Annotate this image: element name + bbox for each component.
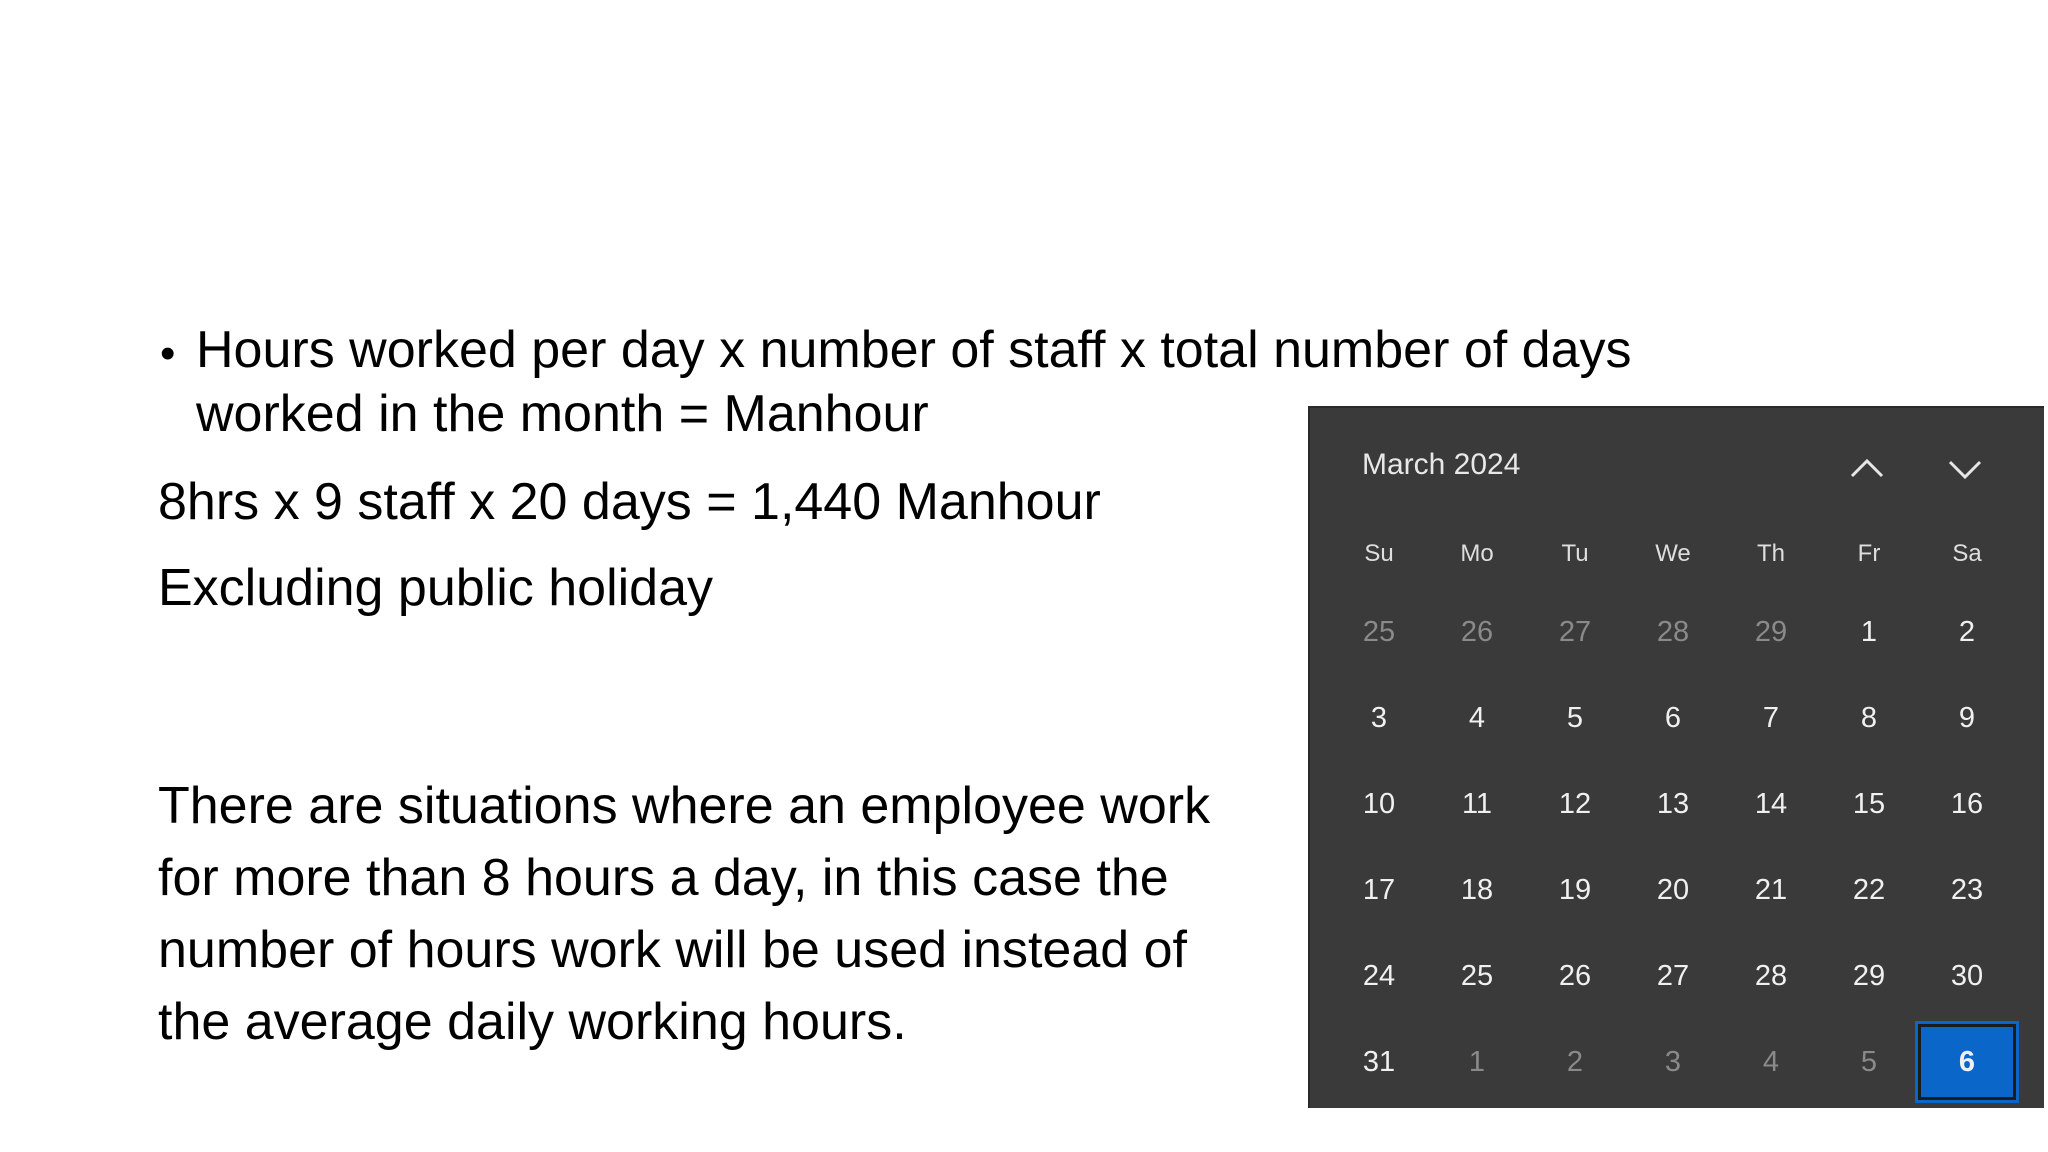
weekday-label: Mo: [1460, 540, 1494, 567]
week-row: [1310, 774, 2046, 834]
day-cell[interactable]: 31: [1362, 1046, 1396, 1078]
day-cell[interactable]: 27: [1656, 960, 1690, 992]
day-cell-today[interactable]: 6: [1918, 1024, 2016, 1100]
day-cell[interactable]: 3: [1370, 702, 1388, 734]
weekday-label: Sa: [1952, 540, 1982, 567]
day-cell[interactable]: 11: [1461, 788, 1493, 820]
day-cell[interactable]: 6: [1664, 702, 1682, 734]
day-cell[interactable]: 25: [1362, 616, 1396, 648]
day-cell[interactable]: 23: [1950, 874, 1984, 906]
day-cell[interactable]: 21: [1754, 874, 1788, 906]
paragraph-line-3: number of hours work will be used instead of: [158, 921, 1187, 979]
day-cell[interactable]: 26: [1558, 960, 1592, 992]
previous-month-button[interactable]: [1844, 446, 1890, 492]
day-cell[interactable]: 13: [1656, 788, 1690, 820]
day-cell[interactable]: 7: [1762, 702, 1780, 734]
next-month-button[interactable]: [1942, 446, 1988, 492]
day-cell[interactable]: 2: [1566, 1046, 1584, 1078]
weekday-label: Fr: [1857, 540, 1881, 567]
week-row: [1310, 602, 2046, 662]
holiday-note: Excluding public holiday: [158, 559, 714, 617]
paragraph-line-1: There are situations where an employee work: [158, 777, 1211, 835]
day-cell[interactable]: 18: [1460, 874, 1494, 906]
day-cell[interactable]: 25: [1460, 960, 1494, 992]
day-cell[interactable]: 5: [1566, 702, 1584, 734]
day-cell[interactable]: 29: [1852, 960, 1886, 992]
weekday-label: Th: [1756, 540, 1785, 567]
day-cell[interactable]: 19: [1558, 874, 1592, 906]
day-cell[interactable]: 20: [1656, 874, 1690, 906]
day-cell[interactable]: 1: [1468, 1046, 1486, 1078]
weekday-label: Su: [1364, 540, 1394, 567]
day-cell[interactable]: 30: [1950, 960, 1984, 992]
bullet-icon: •: [160, 329, 176, 378]
day-cell[interactable]: 22: [1852, 874, 1886, 906]
day-cell[interactable]: 27: [1558, 616, 1592, 648]
day-cell[interactable]: 10: [1362, 788, 1396, 820]
day-cell[interactable]: 24: [1362, 960, 1396, 992]
day-cell[interactable]: 17: [1362, 874, 1396, 906]
paragraph-line-2: for more than 8 hours a day, in this case the: [158, 849, 1169, 907]
weekday-label: Tu: [1561, 540, 1589, 567]
weekday-label: We: [1655, 540, 1691, 567]
day-cell[interactable]: 2: [1958, 616, 1976, 648]
bullet-line-2: worked in the month = Manhour: [196, 385, 929, 443]
day-cell[interactable]: 4: [1468, 702, 1486, 734]
week-row: [1310, 1032, 2046, 1092]
chevron-up-icon: [1844, 446, 1890, 492]
bullet-line-1: Hours worked per day x number of staff x total number of days: [196, 321, 1632, 379]
day-cell[interactable]: 26: [1460, 616, 1494, 648]
week-row: [1310, 946, 2046, 1006]
day-cell[interactable]: 1: [1860, 616, 1878, 648]
day-cell[interactable]: 29: [1754, 616, 1788, 648]
week-row: [1310, 688, 2046, 748]
day-cell[interactable]: 5: [1860, 1046, 1878, 1078]
chevron-down-icon: [1942, 446, 1988, 492]
paragraph-line-4: the average daily working hours.: [158, 993, 907, 1051]
weekday-header-row: [1310, 524, 2046, 584]
day-cell[interactable]: 9: [1958, 702, 1976, 734]
month-label[interactable]: March 2024: [1362, 448, 1521, 481]
day-cell[interactable]: 8: [1860, 702, 1878, 734]
day-cell[interactable]: 15: [1852, 788, 1886, 820]
day-cell[interactable]: 28: [1656, 616, 1690, 648]
week-row: [1310, 860, 2046, 920]
day-cell[interactable]: 28: [1754, 960, 1788, 992]
day-cell[interactable]: 3: [1664, 1046, 1682, 1078]
day-cell[interactable]: 12: [1558, 788, 1592, 820]
day-cell[interactable]: 4: [1762, 1046, 1780, 1078]
calendar-flyout: [1308, 406, 2044, 1108]
day-cell[interactable]: 16: [1950, 788, 1984, 820]
day-cell[interactable]: 14: [1754, 788, 1788, 820]
example-calculation: 8hrs x 9 staff x 20 days = 1,440 Manhour: [158, 473, 1101, 531]
